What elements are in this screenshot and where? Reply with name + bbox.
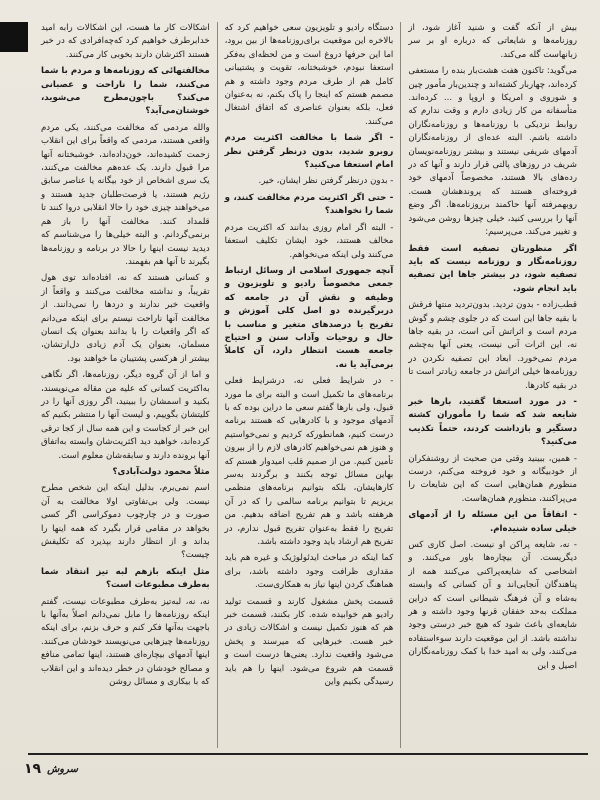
body-paragraph: - در شرایط فعلی نه، درشرایط فعلی برنامه‌های ما تکمیل است و البته برای ما مورد قبول، ولی بارها گفتم سعی ما دراین بوده که با آدمهای موجود و با کادرهایی که هستند برنامه درست کنیم، همانطورکه کردیم و نمی‌خواستیم و هنوز هم نمی‌خواهیم کادرهای لازم را از بیرون تأمین کنیم. من از صمیم قلب امیدوار هستم که بهاین مسائل توجه بکنند و برگردند به‌سر کارهایشان، بلکه بتوانیم برنامه‌های منظمی بریزیم تا بتوانیم برنامه سالمی را که در آن هرهفته باشد و هم تفریح اضافه بدهیم. من تفریح را فقط به‌عنوان تفریح قبول ندارم، در تفریح هم ارشاد باید وجود داشته باشد. <box>224 376 394 548</box>
question-paragraph: - در مورد استعفا گفتید، بارها خبر شایعه شد که شما را مأموران کشته دستگیر و بازداشت کردند، حتماً تکذیب می‌کنید؟ <box>408 396 577 448</box>
question-paragraph: - حتی اگر اکثریت مردم مخالفت کنند، و شما را نخواهند؟ <box>224 192 394 217</box>
question-paragraph: مثلاً محمود دولت‌آبادی؟ <box>112 467 210 477</box>
body-paragraph: - بدون درنظر گرفتن نظر ایشان، خیر. <box>258 176 394 187</box>
question-paragraph: اگر منظورتان تصفیه است فقط روزنامه‌نگار و روزنامه نیست که باید تصفیه شود، در بیشتر جاها این تصفیه باید انجام شود. <box>408 243 577 294</box>
column-right <box>401 22 584 748</box>
corner-print-mark <box>0 22 28 52</box>
body-paragraph: اشکالات کار ما هست، این اشکالات رابه امید خدابرطرف خواهیم کرد که‌چه‌افرادی که در خبر هستند اکثرشان دارند بخوبی کار می‌کنند. <box>40 23 210 60</box>
column-middle <box>218 22 402 748</box>
body-paragraph: و کسانی هستند که نه، افتاده‌اند توی هول تقریباً، و نداشته مخالفت می‌کنند و واقعاً از واقعیت خبر ندارند و دردها را نمی‌دانند. از مخالفت آنها ناراحت نیستم برای اینکه می‌دانم که اگر واقعیات را با بدانند بعنوان یک انسان مسلمان، بعنوان یک آدم زیادی دل‌ارتشان، بیشتر از هرکسی پشتیبان ما خواهند بود. <box>40 273 210 364</box>
page-footer <box>24 758 164 780</box>
body-paragraph: بیش از آنکه گفت و شنید آغاز شود، از روزنامه‌ها و شایعاتی که درباره او بر سر زبانهاست گله می‌کند. <box>408 23 577 60</box>
body-paragraph: اسم نمی‌برم، بدلیل اینکه این شخص مطرح نیست. ولی بی‌تفاوتی اولا مخالفت به آن صورت و در چارچوب دموکراسی اگر کسی بخواهد در مقامی قرار بگیرد که همه اینها را بداند و از انتظار دارند بپذیرد که تکلیفش چیست؟ <box>40 483 210 561</box>
magazine-name: سروش <box>47 763 79 775</box>
question-paragraph: مخالفتهائی که روزنامه‌ها و مردم با شما می‌کنند، شما را ناراحت و عصبانی می‌کند؟ باچون‌مطرح می‌شوید، خوشتان‌می‌آید؟ <box>40 66 210 117</box>
body-paragraph: نه، نه، لبه‌تیز به‌طرف مطبوعات نیست، گفتم اینکه روزنامه‌ها را مابل نمی‌دانم اصلاً به‌آنها با باجهت به‌آنها فکر کنم و حرف بزنم، برای اینکه روزنامه‌ها چیزهایی می‌نویسند خودشان می‌کنند. اینها آدمهای بیچاره‌ای هستند، اینها تمامی منافع و مصالح خودشان در خطر دیده‌اند و این انقلاب که با بیکاری و مسائل روشن <box>40 596 210 688</box>
page-number: ۱۹ <box>24 761 42 777</box>
body-paragraph: می‌گوید: تاکنون هفت هشت‌بار بنده را مستعفی کرده‌اند، چهاربار کشته‌اند و چندین‌بار مأمور چین و شوروی و امریکا و اروپا و ... کرده‌اند. متأسفانه من کار زیادی دارم و وقت ندارم که روابط نزدیکی با روزنامه‌ها و روزنامه‌نگاران داشته باشم. البته عده‌ای از روزنامه‌نگاران آدمهای شریفی نیستند و بیشتر روزنامه‌نویسان شریف در روزهای پالتی قرار دارند و آنها که در رده‌های بالا هستند، مخصوصاً آدمهای خود فروخته‌ای هستند که پروندهشان هست. روبهمرفته آنها حاکمند برروزنامه‌ها. اگر وضع آنها را بررسی کنید، خیلی چیزها روشن می‌شود و تغییر می‌کند. می‌پرسیم: <box>408 66 577 238</box>
body-paragraph: دستگاه رادیو و تلویزیون سعی خواهیم کرد که بالاخره این موقعیت برای‌روزنامه‌ها از بین برود، اما این حرفها دروغ است و من لحظه‌ای به‌فکر استعفا نبودم، خوشبختانه، تقویت و پشتیبانی کامل هم از طرف مردم وجود داشته و هم مصمم هستم که اینجا را پاک بکنم، نه به‌عنوان فعل، بلکه بعنوان عناصری که اتفاق اشتغال می‌کنند. <box>224 23 394 127</box>
footer-rule <box>28 753 588 755</box>
article-columns <box>34 22 584 748</box>
body-paragraph: - همین، ببینید وقتی من صحبت از روشنفکران از خودبیگانه و خود فروخته می‌کنم، درست منظورم همان‌هایی است که این شایعات را می‌پراکنند، منظورم همان‌هاست. <box>408 453 577 504</box>
body-paragraph: - نه، شایعه پراکن او نیست. اصل کاری کس دیگریست. آن بیچاره‌ها باور می‌کنند. و اشخاصی که شایعه‌پراکنی می‌کنند همه از پناهندگان آنجایی‌اند و آن کسانی که وابسته به‌شاه و آن فرهنگ شیطانی است که دراین مملکت به‌حد خفقان قرنها وجود داشته و هر شایعه‌ای باعث شود که هیچ خبر درستی وجود نداشته باشد. از این موقعیت دارند سوءاستفاده می‌کنند، ولی به امید خدا با کمک روزنامه‌نگاران اصیل و این <box>408 540 577 671</box>
question-paragraph: - اگر شما با مخالفت اکثریت مردم روبرو شدید، بدون درنظر گرفتن نظر امام استعفا می‌کنید؟ <box>224 133 394 171</box>
question-paragraph: مثل اینکه بازهم لبه تیز انتقاد شما به‌طرف مطبوعات است؟ <box>40 566 210 591</box>
question-paragraph: آنچه جمهوری اسلامی از وسائل ارتباط جمعی مخصوصاً رادیو و تلویزیون و وظیفه و نقش آن در جامعه که دربرگیرنده دو اصل کلی آموزش و تفریح یا درصدهای متغیر و مناسب با حال و روحیات وآداب سنن و احتیاج جامعه هست انتظار دارد، آن کاملاً برمی‌آید یا نه. <box>224 265 394 370</box>
body-paragraph: قسمت پخش مشغول کارند و قسمت تولید رادیو هم خوابیده شده. کار بکنند، قسمت خبر هم که هنوز تکمیل نیست و اشکالات زیادی در خبر هست. خبرهایی که میرسند و پخش می‌شود واقعیت ندارد. یعنی‌ها درست است و قسمت هم شروع می‌شود. اینها را هم باید رسیدگی بکنیم واین <box>224 596 394 688</box>
body-paragraph: والله مردمی که مخالفت می‌کنند، یکی مردم واقعی هستند، مردمی که واقعاً برای این انقلاب زحمت کشیده‌اند، خون‌داده‌اند، خوشبختانه آنها مرا قبول دارند. یک عده‌هم مخالفت می‌کنند، یک سری اشخاص از خود بیگانه یا عناصر سابق رژیم هستند، یا فرصت‌طلبان جدید هستند و می‌خواهند چیزی خود را حالا انقلابی دروا کنند تا قلمداد کنند. مخالفت آنها را باز هم برنمی‌گردانم. و البته خیلی‌ها را می‌شناسم که دیدید نیست اینها را حالا در برنامه و روزنامه‌ها بگیرند تا آنها هم بفهمند. <box>40 122 210 267</box>
body-paragraph: کما اینکه در مباحث ایدئولوژیک و غیره هم باید مقداری ظرافت وجود داشته باشد، برای هماهنگ کردن اینها نیاز به همکاری‌ست. <box>224 553 394 591</box>
question-paragraph: - اتفاقاً من این مسئله را از آدمهای خیلی ساده شنیده‌ام. <box>408 510 577 534</box>
column-left <box>34 22 218 748</box>
body-paragraph: - البته اگر امام روزی بدانند که اکثریت مردم مخالف هستند، خود ایشان تکلیف استعفا می‌کنند ولی اینکه می‌نخواهم. <box>224 222 394 260</box>
body-paragraph: و اما از آن گروه دیگر، روزنامه‌ها، اگر نگاهی به‌اکثریت کسانی که علیه من مقاله می‌نویسند، بکنید و اسمشان را ببینید، اگر روزی آنها را در کلیتشان بگوییم، و لیست آنها را منتشر بکنیم که این خبر از کجاست و این همه سال از کجا ترقی کرده‌اند، خواهید دید اکثریت‌شان وابسته به‌اتفاق آنها برونده دارند و سابقه‌شان معلوم است. <box>40 370 210 461</box>
body-paragraph: قطب‌زاده - بدون تردید. بدون‌تردید منتها فرقش با بقیه جاها این است که در جلوی چشم و گوش مردم است و اثراتش آنی است، در بقیه جاها نه، این اثرات آنی نیست، یعنی آنها به‌چشم مردم نمی‌خورد. ابعاد این تصفیه نکردن در روزنامه‌ها خیلی اثراتش در جامعه زیادتر است تا در بقیه کادرها. <box>408 300 577 391</box>
